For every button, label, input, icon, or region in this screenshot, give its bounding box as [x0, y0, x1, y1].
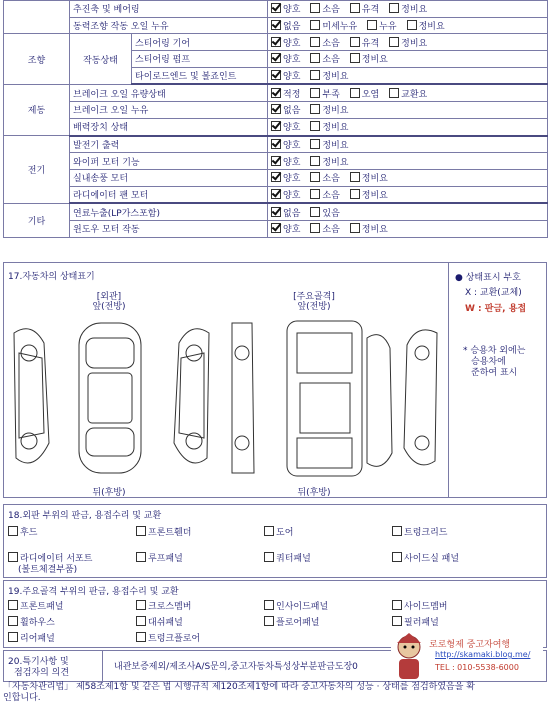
- legend-exchange: X : 교환(교체): [465, 288, 522, 298]
- checkbox-icon[interactable]: [310, 223, 320, 233]
- inspection-sheet: [3, 0, 547, 705]
- option[interactable]: [310, 225, 339, 235]
- option-label: 누유: [379, 22, 397, 33]
- option[interactable]: [271, 106, 300, 116]
- option-label: 없음: [283, 106, 301, 117]
- inspection-options: [268, 34, 548, 51]
- option-label: 소음: [322, 55, 340, 66]
- part-label: 리어패널: [20, 634, 55, 644]
- option-label: 정비요: [322, 72, 349, 83]
- checkbox-icon[interactable]: [8, 526, 18, 536]
- exterior-car-diagram: [4, 313, 219, 483]
- option[interactable]: [271, 39, 300, 49]
- option-label: 적정: [283, 89, 301, 100]
- option-label: 교환요: [401, 89, 428, 100]
- category-cell: [4, 1, 70, 34]
- option[interactable]: [350, 39, 379, 49]
- checked-checkbox-icon[interactable]: [271, 37, 281, 47]
- inspection-item: 타이로드엔드 및 볼죠인트: [132, 67, 268, 84]
- category-cell: 제동: [4, 84, 70, 135]
- part-item[interactable]: [8, 599, 63, 612]
- checkbox-icon[interactable]: [389, 3, 399, 13]
- option[interactable]: [271, 72, 300, 82]
- inspection-options: [268, 220, 548, 237]
- checkbox-icon[interactable]: [407, 20, 417, 30]
- part-label: 필러패널: [404, 618, 439, 628]
- option[interactable]: [310, 106, 348, 116]
- checkbox-icon[interactable]: [310, 189, 320, 199]
- inspection-row: [4, 203, 548, 220]
- inspection-item: 추진축 및 베어링: [70, 1, 268, 18]
- option[interactable]: [310, 39, 339, 49]
- inspection-options: [268, 153, 548, 170]
- option-label: 없음: [283, 22, 301, 33]
- checkbox-icon[interactable]: [264, 552, 274, 562]
- checked-checkbox-icon[interactable]: [271, 172, 281, 182]
- frame-label: [주요골격]: [293, 292, 335, 302]
- option[interactable]: [310, 191, 339, 201]
- part-label: 크로스멤버: [148, 602, 192, 612]
- inspection-options: [268, 51, 548, 68]
- inspection-item: 스티어링 펌프: [132, 51, 268, 68]
- inspection-item: 라디에이터 팬 모터: [70, 186, 268, 203]
- option[interactable]: [271, 22, 300, 32]
- option-label: 유격: [361, 38, 380, 49]
- checked-checkbox-icon[interactable]: [271, 156, 281, 166]
- inspection-row: [4, 153, 548, 170]
- checkbox-icon[interactable]: [310, 139, 320, 149]
- checked-checkbox-icon[interactable]: [271, 70, 281, 80]
- inspection-item: 윈도우 모터 작동: [70, 220, 268, 237]
- option-label: 정비요: [361, 174, 388, 185]
- option-label: 양호: [283, 157, 301, 168]
- inspection-row: [4, 17, 548, 34]
- option[interactable]: [271, 90, 300, 100]
- option[interactable]: [389, 39, 427, 49]
- checkbox-icon[interactable]: [350, 53, 360, 63]
- footer-statement: [3, 682, 545, 704]
- inspection-options: [268, 203, 548, 220]
- part-label: 인사이드패널: [276, 602, 329, 612]
- checked-checkbox-icon[interactable]: [271, 207, 281, 217]
- part-label: 쿼터패널: [276, 554, 311, 564]
- stamp-tel: TEL : 010-5538-6000: [435, 663, 519, 672]
- inspection-row: [4, 186, 548, 203]
- part-item[interactable]: [8, 615, 55, 628]
- checkbox-icon[interactable]: [389, 37, 399, 47]
- option-label: 소음: [322, 5, 340, 16]
- checkbox-icon[interactable]: [310, 104, 320, 114]
- inspection-item: 동력조향 작동 오일 누유: [70, 17, 268, 34]
- option-label: 정비요: [322, 157, 349, 168]
- option[interactable]: [350, 225, 388, 235]
- checkbox-icon[interactable]: [350, 88, 360, 98]
- inspection-item: 스티어링 기어: [132, 34, 268, 51]
- checkbox-icon[interactable]: [136, 552, 146, 562]
- option[interactable]: [310, 55, 339, 65]
- inspection-item: 발전기 출력: [70, 136, 268, 153]
- option-label: 소음: [322, 38, 340, 49]
- checkbox-icon[interactable]: [310, 121, 320, 131]
- diagram-title: 17.자동차의 상태표기: [8, 272, 95, 282]
- option[interactable]: [350, 90, 379, 100]
- part-item[interactable]: [392, 615, 439, 628]
- option-label: 양호: [283, 55, 301, 66]
- checkbox-icon[interactable]: [350, 3, 360, 13]
- part-item[interactable]: [392, 525, 447, 538]
- checkbox-icon[interactable]: [136, 526, 146, 536]
- option[interactable]: [367, 22, 396, 32]
- option[interactable]: [310, 123, 348, 133]
- opinion-label-1: 20.특기사항 및: [8, 657, 69, 667]
- checked-checkbox-icon[interactable]: [271, 53, 281, 63]
- inspection-item: 와이퍼 모터 기능: [70, 153, 268, 170]
- exterior-front-label: 앞(전방): [92, 302, 126, 312]
- part-item[interactable]: [392, 599, 447, 612]
- checkbox-icon[interactable]: [310, 207, 320, 217]
- option-label: 양호: [283, 38, 301, 49]
- part-item[interactable]: [8, 525, 37, 538]
- option[interactable]: [271, 158, 300, 168]
- bolt-part-note: (볼트체결부품): [18, 565, 78, 575]
- part-label: 휠하우스: [20, 618, 55, 628]
- checkbox-icon[interactable]: [367, 20, 377, 30]
- footer-line-1: 「자동차관리법」 제58조제1항 및 같은 법 시행규칙 제120조제1항에 따라 중고자동차의 성능 · 상태를 점검하였음을 확: [3, 682, 475, 692]
- legend-note-2: 승용차에: [471, 357, 506, 367]
- inspection-options: [268, 1, 548, 18]
- part-label: 라디에이터 서포트: [20, 554, 93, 564]
- option[interactable]: [271, 225, 300, 235]
- checkbox-icon[interactable]: [264, 526, 274, 536]
- checkbox-icon[interactable]: [310, 3, 320, 13]
- inspection-row: [4, 169, 548, 186]
- checkbox-icon[interactable]: [136, 616, 146, 626]
- checkbox-icon[interactable]: [350, 223, 360, 233]
- exterior-rear-label: 뒤(후방): [92, 488, 126, 498]
- option[interactable]: [310, 158, 348, 168]
- option[interactable]: [310, 141, 348, 151]
- option-label: 정비요: [322, 140, 349, 151]
- option[interactable]: [350, 55, 388, 65]
- legend-title: 상태표시 부호: [465, 273, 521, 283]
- part-item[interactable]: [392, 551, 459, 564]
- exterior-label: [외관]: [96, 292, 122, 302]
- option[interactable]: [350, 191, 388, 201]
- part-item[interactable]: [136, 615, 183, 628]
- part-item[interactable]: [136, 525, 191, 538]
- inspection-row: [4, 118, 548, 135]
- option[interactable]: [350, 5, 379, 15]
- checkbox-icon[interactable]: [350, 172, 360, 182]
- part-label: 사이드멤버: [404, 602, 448, 612]
- checked-checkbox-icon[interactable]: [271, 223, 281, 233]
- category-cell: 기타: [4, 203, 70, 237]
- part-item[interactable]: [136, 631, 200, 644]
- option[interactable]: [389, 90, 427, 100]
- checkbox-icon[interactable]: [392, 600, 402, 610]
- frame-diagram: [222, 313, 447, 483]
- checked-checkbox-icon[interactable]: [271, 3, 281, 13]
- option-label: 정비요: [361, 55, 388, 66]
- checked-checkbox-icon[interactable]: [271, 20, 281, 30]
- inspection-row: [4, 34, 548, 51]
- inspection-table: [3, 0, 548, 238]
- option-label: 정비요: [401, 38, 428, 49]
- part-item[interactable]: [8, 631, 55, 644]
- option-label: 정비요: [361, 190, 388, 201]
- part-label: 도어: [276, 528, 294, 538]
- footer-line-2: 인합니다.: [3, 693, 41, 703]
- option-label: 소음: [322, 225, 340, 236]
- legend-title-row: [455, 270, 521, 283]
- inspection-options: [268, 169, 548, 186]
- option[interactable]: [271, 55, 300, 65]
- legend-bullet-icon: ●: [455, 273, 463, 283]
- option[interactable]: [310, 22, 357, 32]
- option-label: 정비요: [361, 225, 388, 236]
- option-label: 양호: [283, 5, 301, 16]
- checkbox-icon[interactable]: [310, 172, 320, 182]
- checkbox-icon[interactable]: [8, 552, 18, 562]
- inspection-item: 브레이크 오일 유량상태: [70, 84, 268, 101]
- inspection-options: [268, 67, 548, 84]
- option[interactable]: [271, 141, 300, 151]
- part-label: 트렁크리드: [404, 528, 448, 538]
- status-diagram-panel: [3, 262, 547, 498]
- checkbox-icon[interactable]: [310, 88, 320, 98]
- checkbox-icon[interactable]: [350, 37, 360, 47]
- opinion-label-cell: [4, 651, 103, 681]
- option[interactable]: [271, 209, 300, 219]
- inspection-options: [268, 84, 548, 101]
- checked-checkbox-icon[interactable]: [271, 104, 281, 114]
- option-label: 정비요: [401, 5, 428, 16]
- option-label: 양호: [283, 225, 301, 236]
- checked-checkbox-icon[interactable]: [271, 88, 281, 98]
- inspection-row: [4, 1, 548, 18]
- part-label: 사이드실 패널: [404, 554, 460, 564]
- inspection-item: 실내송풍 모터: [70, 169, 268, 186]
- option-label: 있음: [322, 208, 340, 219]
- checkbox-icon[interactable]: [310, 70, 320, 80]
- option-label: 오염: [361, 89, 380, 100]
- part-item[interactable]: [264, 525, 293, 538]
- checkbox-icon[interactable]: [8, 632, 18, 642]
- part-item[interactable]: [264, 599, 328, 612]
- option-label: 양호: [283, 140, 301, 151]
- dealer-stamp: [391, 633, 543, 681]
- inspection-item: 배력장치 상태: [70, 118, 268, 135]
- option-label: 소음: [322, 190, 340, 201]
- checkbox-icon[interactable]: [392, 552, 402, 562]
- opinion-label-2: 점검자의 의견: [14, 668, 70, 678]
- option[interactable]: [310, 90, 339, 100]
- option[interactable]: [271, 174, 300, 184]
- option-label: 소음: [322, 174, 340, 185]
- checkbox-icon[interactable]: [310, 156, 320, 166]
- option-label: 양호: [283, 123, 301, 134]
- option-label: 미세누유: [322, 22, 358, 33]
- subcategory-cell: 작동상태: [70, 34, 132, 85]
- legend-note-3: 준하여 표시: [471, 368, 518, 378]
- part-item[interactable]: [136, 599, 191, 612]
- part-label: 트렁크플로어: [148, 634, 201, 644]
- inspection-options: [268, 17, 548, 34]
- checkbox-icon[interactable]: [389, 88, 399, 98]
- option[interactable]: [310, 5, 339, 15]
- option-label: 정비요: [418, 22, 445, 33]
- checked-checkbox-icon[interactable]: [271, 121, 281, 131]
- option[interactable]: [310, 209, 339, 219]
- checkbox-icon[interactable]: [310, 37, 320, 47]
- option[interactable]: [350, 174, 388, 184]
- checkbox-icon[interactable]: [392, 616, 402, 626]
- legend: [448, 263, 547, 497]
- option-label: 없음: [283, 208, 301, 219]
- opinion-text: 내관보증제외/제조사A/S문의,중고자동차특성상부분판금도장0: [114, 662, 358, 672]
- option[interactable]: [310, 72, 348, 82]
- inspection-row: [4, 220, 548, 237]
- part-label: 프론트휀더: [148, 528, 192, 538]
- option[interactable]: [310, 174, 339, 184]
- inspection-options: [268, 102, 548, 119]
- option[interactable]: [271, 191, 300, 201]
- checkbox-icon[interactable]: [136, 632, 146, 642]
- section-18: [3, 504, 547, 578]
- checkbox-icon[interactable]: [136, 600, 146, 610]
- option-label: 정비요: [322, 123, 349, 134]
- section-19-title: 19.주요골격 부위의 판금, 용접수리 및 교환: [8, 587, 179, 597]
- checkbox-icon[interactable]: [350, 189, 360, 199]
- part-label: 루프패널: [148, 554, 183, 564]
- part-item[interactable]: [264, 551, 311, 564]
- option[interactable]: [271, 123, 300, 133]
- legend-note-1: * 승용차 외에는: [463, 346, 526, 356]
- part-item[interactable]: [136, 551, 183, 564]
- option[interactable]: [271, 5, 300, 15]
- part-label: 대쉬패널: [148, 618, 183, 628]
- checked-checkbox-icon[interactable]: [271, 189, 281, 199]
- checkbox-icon[interactable]: [310, 20, 320, 30]
- inspection-row: [4, 84, 548, 101]
- checkbox-icon[interactable]: [8, 616, 18, 626]
- inspection-row: [4, 136, 548, 153]
- legend-weld: W : 판금, 용접: [465, 304, 527, 314]
- checkbox-icon[interactable]: [264, 616, 274, 626]
- checkbox-icon[interactable]: [310, 53, 320, 63]
- inspection-options: [268, 118, 548, 135]
- frame-front-label: 앞(전방): [297, 302, 331, 312]
- checkbox-icon[interactable]: [8, 600, 18, 610]
- option-label: 유격: [361, 5, 380, 16]
- part-label: 프론트패널: [20, 602, 64, 612]
- stamp-title: 로로형제 중고자여행: [429, 640, 511, 650]
- inspection-options: [268, 186, 548, 203]
- inspection-item: 연료누출(LP가스포함): [70, 203, 268, 220]
- category-cell: 전기: [4, 136, 70, 204]
- option-label: 정비요: [322, 106, 349, 117]
- frame-rear-label: 뒤(후방): [297, 488, 331, 498]
- option-label: 부족: [322, 89, 340, 100]
- checked-checkbox-icon[interactable]: [271, 139, 281, 149]
- part-item[interactable]: [264, 615, 319, 628]
- inspection-item: 브레이크 오일 누유: [70, 102, 268, 119]
- category-cell: 조향: [4, 34, 70, 85]
- stamp-url[interactable]: http://skamaki.blog.me/: [435, 650, 531, 659]
- option-label: 양호: [283, 174, 301, 185]
- mascot-icon: [391, 633, 427, 681]
- option[interactable]: [389, 5, 427, 15]
- option-label: 양호: [283, 190, 301, 201]
- checkbox-icon[interactable]: [264, 600, 274, 610]
- part-label: 후드: [20, 528, 38, 538]
- option-label: 양호: [283, 72, 301, 83]
- part-label: 플로어패널: [276, 618, 320, 628]
- inspection-options: [268, 136, 548, 153]
- inspection-row: [4, 102, 548, 119]
- checkbox-icon[interactable]: [392, 526, 402, 536]
- option[interactable]: [407, 22, 445, 32]
- section-18-title: 18.외판 부위의 판금, 용접수리 및 교환: [8, 511, 162, 521]
